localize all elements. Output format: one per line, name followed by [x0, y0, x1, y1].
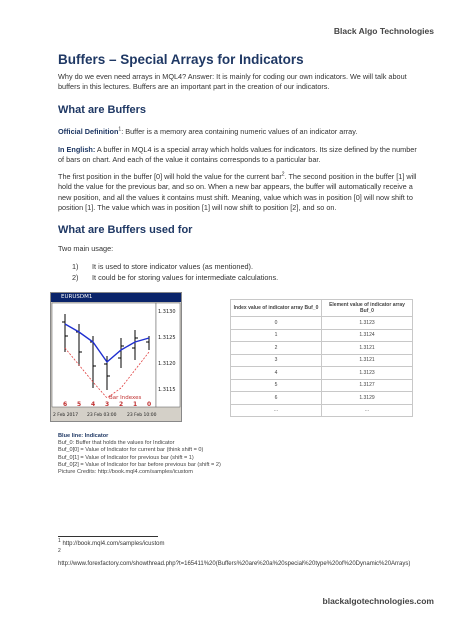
table-row: 6 1.3129: [231, 392, 413, 405]
svg-text:5: 5: [77, 401, 82, 408]
official-definition: [58, 127, 418, 137]
position-text: The first position in the buffer [0] will hold the value for the current bar: [58, 172, 282, 181]
bar-indexes-label: Bar Indexes: [109, 395, 142, 401]
table-row: 4 1.3123: [231, 367, 413, 380]
note-line: Buf_0[2] = Value of Indicator for bar before previous bar (shift = 2): [58, 461, 221, 468]
table-row: 1 1.3124: [231, 329, 413, 342]
section-heading-buffers-used-for: What are Buffers used for: [58, 224, 193, 236]
svg-text:1: 1: [133, 401, 138, 408]
note-line: Buf_0[0] = Value of Indicator for current bar (think shift = 0): [58, 447, 204, 454]
table-row: ... ...: [231, 404, 413, 417]
english-label: In English:: [58, 145, 96, 154]
table-header-row: [231, 300, 413, 317]
table-row: 5 1.3127: [231, 379, 413, 392]
usage-list: [58, 261, 278, 283]
svg-text:2: 2: [119, 401, 124, 408]
plot-area: [52, 303, 156, 407]
table-row: 3 1.3121: [231, 354, 413, 367]
svg-text:1.3125: 1.3125: [158, 335, 176, 341]
english-text: A buffer in MQL4 is a special array which holds values for indicators. Its size defined by the number of bars on chart. And each of the value it contains corresponds to a particular bar.: [58, 145, 417, 165]
column-header-element: Element value of indicator array Buf_0: [322, 300, 413, 317]
chart-window-figure: [50, 292, 182, 422]
footnote-1: $^1$ http://book.mql4.com/samples/icustom: [58, 538, 165, 547]
brand-header: Black Algo Technologies: [333, 26, 434, 36]
footnote-1-link[interactable]: http://book.mql4.com/samples/icustom: [60, 541, 165, 547]
footnote-divider: [58, 536, 158, 537]
chart-window-title: EURUSDM1: [51, 293, 181, 302]
section-heading-what-are-buffers: What are Buffers: [58, 104, 147, 116]
page-title: Buffers – Special Arrays for Indicators: [58, 52, 304, 67]
column-header-index: Index value of indicator array Buf_0: [231, 300, 322, 317]
list-item: 2) It could be for storing values for intermediate calculations.: [72, 273, 279, 282]
position-paragraph: [58, 172, 418, 214]
svg-text:2 Feb 2017: 2 Feb 2017: [53, 413, 79, 418]
price-chart-image: [51, 302, 181, 421]
svg-text:6: 6: [63, 401, 68, 408]
footnote-2: [58, 560, 428, 568]
official-definition-label: Official Definition: [58, 127, 119, 136]
date-labels: [53, 412, 157, 418]
english-definition: [58, 145, 418, 166]
intro-paragraph: Why do we even need arrays in MQL4? Answer: It is mainly for coding our own indicators. We will talk about buffers in this lectures. Buffers are an important part in the creation of our indicators.: [58, 72, 407, 92]
official-definition-text: : Buffer is a memory area containing numeric values of an indicator array.: [121, 127, 358, 136]
usage-intro: Two main usage:: [58, 244, 114, 253]
svg-text:1.3120: 1.3120: [158, 361, 176, 367]
footnote-2-link[interactable]: http://www.forexfactory.com/showthread.php?t=165411%20(Buffers%20are%20a%20special%20type%20of%20Dynamic%20Arrays): [58, 561, 411, 567]
svg-text:0: 0: [147, 401, 152, 408]
footnote-2-marker: 2: [58, 548, 61, 554]
footnote-ref-1: 1: [118, 126, 122, 133]
svg-text:1.3130: 1.3130: [158, 309, 176, 315]
position-text-cont: . The second position in the buffer [1] will hold the value for the previous bar, and so on. When a new bar appears, the buffer will automatically receive a new position, and all the values it contains must shift. Meaning, value which was in position [0] will now shift to position [1]. The value which was in position [1] will now shift to position [2], and so on.: [58, 172, 417, 213]
note-line: Buf_0[1] = Value of Indicator for previous bar (shift = 1): [58, 454, 194, 461]
svg-text:23 Feb 03:00: 23 Feb 03:00: [87, 413, 117, 418]
footer-site: blackalgotechnologies.com: [322, 596, 434, 606]
list-item: 1) It is used to store indicator values (as mentioned).: [72, 262, 254, 271]
figure-notes: [58, 433, 221, 476]
buffer-values-table: [230, 299, 413, 417]
footnote-ref-2: 2: [281, 171, 285, 178]
svg-text:3: 3: [105, 401, 110, 408]
blue-line-note: Blue line: Indicator: [58, 433, 109, 439]
picture-credits: Picture Credits: http://book.mql4.com/samples/icustom: [58, 469, 193, 476]
svg-text:1.3115: 1.3115: [158, 387, 176, 393]
svg-text:4: 4: [91, 401, 96, 408]
note-line: Buf_0: Buffer that holds the values for Indicator: [58, 440, 175, 447]
table-row: 2 1.3121: [231, 342, 413, 355]
svg-text:23 Feb 10:00: 23 Feb 10:00: [127, 413, 157, 418]
table-row: 0 1.3123: [231, 317, 413, 330]
